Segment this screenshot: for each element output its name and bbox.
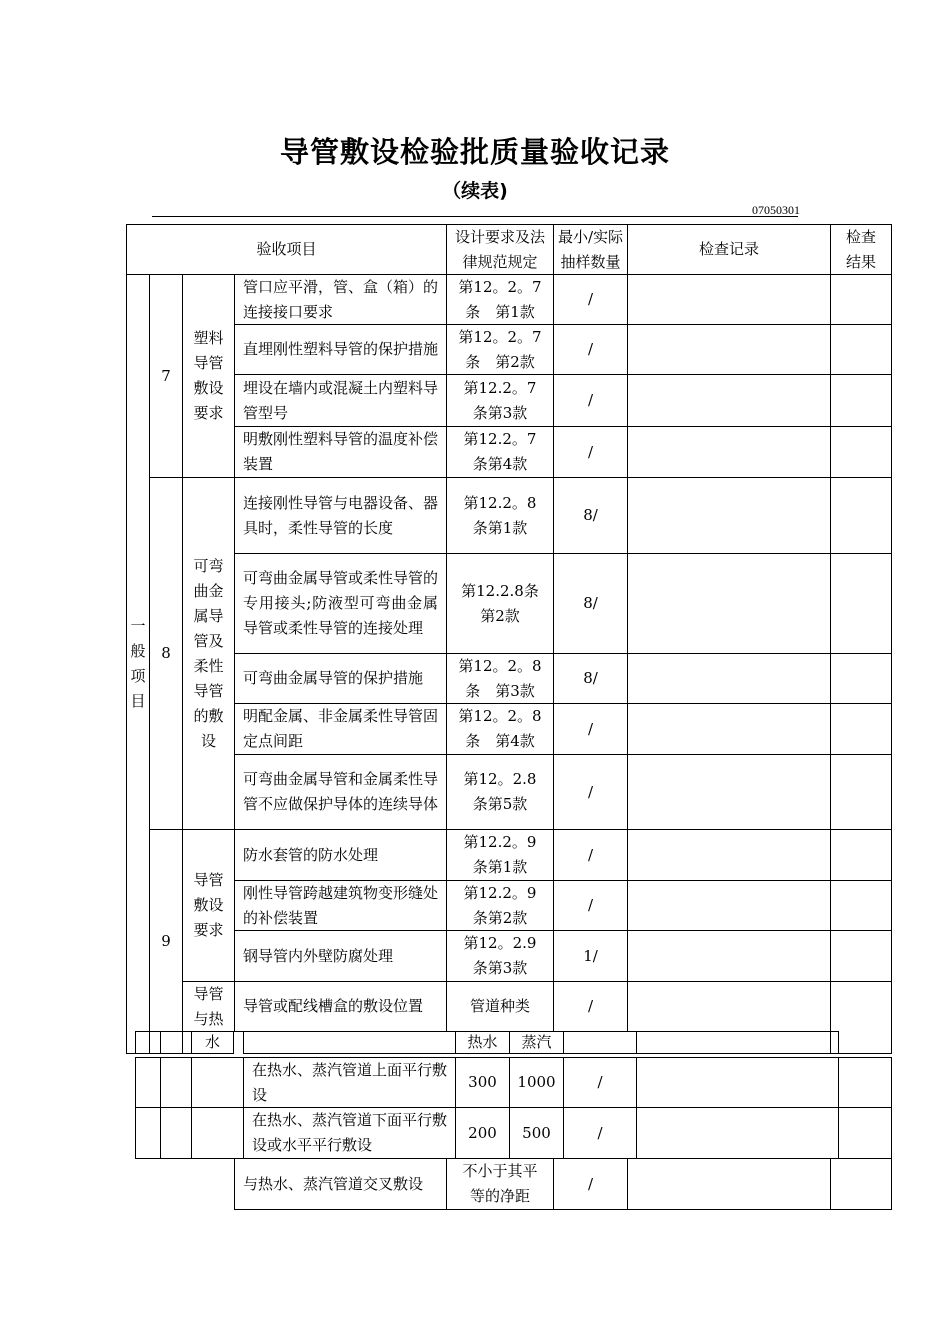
row-result[interactable] (830, 829, 892, 881)
col-hot-header: 热水 (455, 1031, 510, 1054)
row-item: 刚性导管跨越建筑物变形缝处的补偿装置 (234, 880, 447, 931)
cross-row-result[interactable] (830, 1158, 892, 1210)
row-design: 第12。2.8条第5款 (446, 754, 554, 830)
heat-row-hot: 200 (455, 1107, 510, 1159)
row-item: 连接刚性导管与电器设备、器具时，柔性导管的长度 (234, 477, 447, 554)
row-design: 第12.2.8条第2款 (446, 553, 554, 654)
heat-row-record[interactable] (636, 1057, 839, 1108)
group-9-number: 9 (149, 829, 183, 1054)
row-item: 明配金属、非金属柔性导管固定点间距 (234, 703, 447, 755)
group-heat-name-cont: 水 (191, 1031, 234, 1054)
group-7-name: 塑料导管敷设要求 (182, 274, 235, 478)
heat-row-sample: / (563, 1107, 637, 1159)
header-sample: 最小/实际抽样数量 (553, 224, 628, 275)
row-item: 明敷刚性塑料导管的温度补偿装置 (234, 426, 447, 478)
col-steam-header: 蒸汽 (509, 1031, 564, 1054)
group-8-name: 可弯曲金属导管及柔性导管的敷设 (182, 477, 235, 830)
row-record[interactable] (627, 829, 831, 881)
row-result[interactable] (830, 880, 892, 931)
header-record: 检查记录 (627, 224, 831, 275)
header-design: 设计要求及法律规范规定 (446, 224, 554, 275)
row-record[interactable] (627, 477, 831, 554)
row-record[interactable] (627, 880, 831, 931)
row-sample: / (553, 754, 628, 830)
row-record[interactable] (627, 426, 831, 478)
section-label: 一般项目 (126, 274, 150, 1054)
row-item: 可弯曲金属导管或柔性导管的专用接头;防液型可弯曲金属导管或柔性导管的连接处理 (234, 553, 447, 654)
row-item: 可弯曲金属导管和金属柔性导管不应做保护导体的连续导体 (234, 754, 447, 830)
row-result[interactable] (830, 703, 892, 755)
row-design: 第12。2。8条 第4款 (446, 703, 554, 755)
row-design: 第12.2。8条第1款 (446, 477, 554, 554)
row-sample: 8/ (553, 653, 628, 704)
heat-row-item: 在热水、蒸汽管道上面平行敷设 (243, 1057, 456, 1108)
offset-cell (563, 1031, 637, 1054)
row-sample: / (553, 829, 628, 881)
heat-row-sample: / (563, 1057, 637, 1108)
row-sample: / (553, 880, 628, 931)
row-record[interactable] (627, 374, 831, 427)
row-result[interactable] (830, 553, 892, 654)
group-9-name: 导管敷设要求 (182, 829, 235, 982)
row-design: 第12.2。9条第1款 (446, 829, 554, 881)
row-sample: / (553, 374, 628, 427)
row-result[interactable] (830, 754, 892, 830)
offset-cell (135, 1107, 161, 1159)
heat-row-hot: 300 (455, 1057, 510, 1108)
row-item: 可弯曲金属导管的保护措施 (234, 653, 447, 704)
row-result[interactable] (830, 374, 892, 427)
heat-row-result[interactable] (838, 1057, 892, 1108)
row-sample: / (553, 426, 628, 478)
row-record[interactable] (627, 553, 831, 654)
header-rule (152, 216, 798, 217)
offset-cell (243, 1031, 456, 1054)
row-result[interactable] (830, 477, 892, 554)
form-code: 07050301 (752, 203, 800, 217)
row-result[interactable] (830, 930, 892, 982)
group-7-number: 7 (149, 274, 183, 478)
row-design: 管道种类 (446, 981, 554, 1032)
heat-row-result[interactable] (838, 1107, 892, 1159)
row-design: 第12.2。7条第4款 (446, 426, 554, 478)
cross-row-design: 不小于其平等的净距 (446, 1158, 554, 1210)
row-design: 第12。2。7条 第2款 (446, 324, 554, 375)
offset-cell (160, 1107, 192, 1159)
row-result[interactable] (830, 426, 892, 478)
page-subtitle: （续表) (442, 180, 508, 202)
group-heat-name: 导管与热 (182, 981, 235, 1032)
row-item: 直埋刚性塑料导管的保护措施 (234, 324, 447, 375)
heat-row-steam: 500 (509, 1107, 564, 1159)
row-sample: 8/ (553, 553, 628, 654)
row-record[interactable] (627, 653, 831, 704)
row-record[interactable] (627, 930, 831, 982)
row-sample: / (553, 703, 628, 755)
offset-cell (135, 1057, 161, 1108)
row-item: 管口应平滑，管、盒（箱）的连接接口要求 (234, 274, 447, 325)
offset-cell (160, 1031, 192, 1054)
offset-cell (160, 1057, 192, 1108)
row-record[interactable] (627, 981, 831, 1032)
row-result[interactable] (830, 981, 892, 1054)
group-8-number: 8 (149, 477, 183, 830)
heat-row-item: 在热水、蒸汽管道下面平行敷设或水平平行敷设 (243, 1107, 456, 1159)
row-design: 第12.2。7条第3款 (446, 374, 554, 427)
row-design: 第12.2。9条第2款 (446, 880, 554, 931)
heat-row-record[interactable] (636, 1107, 839, 1159)
cross-row-item: 与热水、蒸汽管道交叉敷设 (234, 1158, 447, 1210)
row-sample: 8/ (553, 477, 628, 554)
offset-cell (191, 1107, 244, 1159)
offset-cell (636, 1031, 839, 1054)
row-sample: 1/ (553, 930, 628, 982)
row-sample: / (553, 274, 628, 325)
row-record[interactable] (627, 274, 831, 325)
row-record[interactable] (627, 324, 831, 375)
row-result[interactable] (830, 653, 892, 704)
row-design: 第12。2.9条第3款 (446, 930, 554, 982)
page-title: 导管敷设检验批质量验收记录 (279, 135, 670, 169)
header-item: 验收项目 (126, 224, 447, 275)
row-item: 钢导管内外壁防腐处理 (234, 930, 447, 982)
row-sample: / (553, 981, 628, 1032)
row-item: 导管或配线槽盒的敷设位置 (234, 981, 447, 1032)
row-result[interactable] (830, 324, 892, 375)
cross-row-record[interactable] (627, 1158, 831, 1210)
row-item: 防水套管的防水处理 (234, 829, 447, 881)
heat-row-steam: 1000 (509, 1057, 564, 1108)
row-sample: / (553, 324, 628, 375)
header-result: 检查结果 (830, 224, 892, 275)
row-design: 第12。2。7条 第1款 (446, 274, 554, 325)
offset-cell (135, 1031, 150, 1054)
offset-cell (191, 1057, 244, 1108)
row-result[interactable] (830, 274, 892, 325)
row-record[interactable] (627, 703, 831, 755)
row-design: 第12。2。8条 第3款 (446, 653, 554, 704)
cross-row-sample: / (553, 1158, 628, 1210)
row-item: 埋设在墙内或混凝土内塑料导管型号 (234, 374, 447, 427)
row-record[interactable] (627, 754, 831, 830)
